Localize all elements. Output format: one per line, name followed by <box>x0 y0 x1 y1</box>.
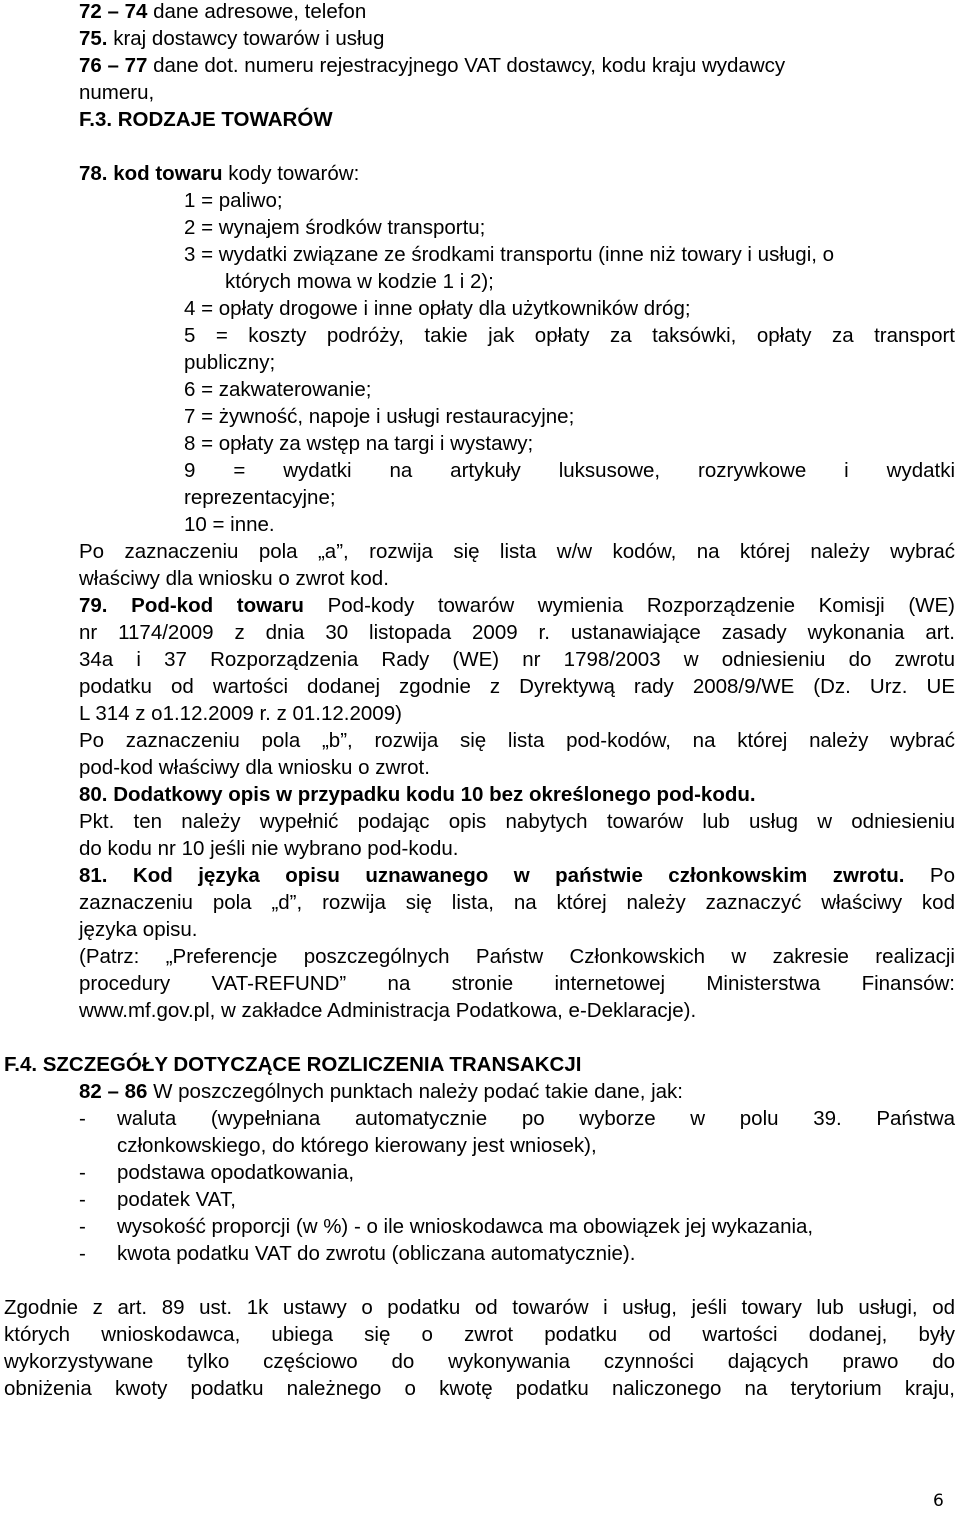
item-75: 75. kraj dostawcy towarów i usług <box>79 27 385 50</box>
bullet-dash: - <box>79 1215 86 1238</box>
closing-line: których wnioskodawca, ubiega się o zwrot podatku od wartości dodanej, były <box>4 1323 955 1346</box>
code-10: 10 = inne. <box>184 513 275 536</box>
list-item-cont: członkowskiego, do którego kierowany jest wniosek), <box>117 1134 597 1157</box>
list-item: wysokość proporcji (w %) - o ile wnioskodawca ma obowiązek jej wykazania, <box>117 1215 814 1238</box>
list-item: podstawa opodatkowania, <box>117 1161 355 1184</box>
item-79-note-cont: pod-kod właściwy dla wniosku o zwrot. <box>79 756 430 779</box>
section-f3-heading: F.3. RODZAJE TOWARÓW <box>79 108 333 131</box>
code-5: 5 = koszty podróży, takie jak opłaty za taksówki, opłaty za transport <box>184 324 955 347</box>
code-1: 1 = paliwo; <box>184 189 283 212</box>
bullet-dash: - <box>79 1188 86 1211</box>
item-72-74: 72 – 74 dane adresowe, telefon <box>79 0 367 23</box>
item-79-line: nr 1174/2009 z dnia 30 listopada 2009 r. ustanawiające zasady wykonania art. <box>79 621 955 644</box>
list-item: waluta (wypełniana automatycznie po wyborze w polu 39. Państwa <box>117 1107 955 1130</box>
item-81-line: zaznaczeniu pola „d”, rozwija się lista, na której należy zaznaczyć właściwy kod <box>79 891 955 914</box>
code-2: 2 = wynajem środków transportu; <box>184 216 486 239</box>
page-number: 6 <box>933 1491 944 1511</box>
bullet-dash: - <box>79 1161 86 1184</box>
item-78-note: Po zaznaczeniu pola „a”, rozwija się lista w/w kodów, na której należy wybrać <box>79 540 955 563</box>
item-79-line: 34a i 37 Rozporządzenia Rady (WE) nr 1798/2003 w odniesieniu do zwrotu <box>79 648 955 671</box>
list-item: podatek VAT, <box>117 1188 236 1211</box>
code-5-cont: publiczny; <box>184 351 276 374</box>
item-80-heading: 80. Dodatkowy opis w przypadku kodu 10 bez określonego pod-kodu. <box>79 783 756 806</box>
item-81-line: www.mf.gov.pl, w zakładce Administracja Podatkowa, e-Deklaracje). <box>79 999 697 1022</box>
code-4: 4 = opłaty drogowe i inne opłaty dla użytkowników dróg; <box>184 297 691 320</box>
item-81-line: procedury VAT-REFUND” na stronie internetowej Ministerstwa Finansów: <box>79 972 955 995</box>
item-81-line: (Patrz: „Preferencje poszczególnych Państw Członkowskich w zakresie realizacji <box>79 945 955 968</box>
item-80-line: do kodu nr 10 jeśli nie wybrano pod-kodu. <box>79 837 459 860</box>
code-3: 3 = wydatki związane ze środkami transportu (inne niż towary i usługi, o <box>184 243 835 266</box>
item-81-line: języka opisu. <box>79 918 198 941</box>
item-79-heading: 79. Pod-kod towaru Pod-kody towarów wymienia Rozporządzenie Komisji (WE) <box>79 594 955 617</box>
closing-line: wykorzystywane tylko częściowo do wykonywania czynności dających prawo do <box>4 1350 955 1373</box>
item-79-line: podatku od wartości dodanej zgodnie z Dyrektywą rady 2008/9/WE (Dz. Urz. UE <box>79 675 955 698</box>
item-79-line: L 314 z o1.12.2009 r. z 01.12.2009) <box>79 702 402 725</box>
code-9: 9 = wydatki na artykuły luksusowe, rozrywkowe i wydatki <box>184 459 955 482</box>
item-76-77-cont: numeru, <box>79 81 155 104</box>
item-80-line: Pkt. ten należy wypełnić podając opis nabytych towarów lub usług w odniesieniu <box>79 810 955 833</box>
code-8: 8 = opłaty za wstęp na targi i wystawy; <box>184 432 534 455</box>
item-76-77: 76 – 77 dane dot. numeru rejestracyjnego VAT dostawcy, kodu kraju wydawcy <box>79 54 786 77</box>
item-82-86-intro: 82 – 86 W poszczególnych punktach należy podać takie dane, jak: <box>79 1080 683 1103</box>
closing-line: obniżenia kwoty podatku należnego o kwotę podatku naliczonego na terytorium kraju, <box>4 1377 955 1400</box>
code-3-cont: których mowa w kodzie 1 i 2); <box>225 270 494 293</box>
item-81-heading: 81. Kod języka opisu uznawanego w państwie członkowskim zwrotu. Po <box>79 864 955 887</box>
code-6: 6 = zakwaterowanie; <box>184 378 372 401</box>
bullet-dash: - <box>79 1242 86 1265</box>
closing-line: Zgodnie z art. 89 ust. 1k ustawy o podatku od towarów i usług, jeśli towary lub usługi, od <box>4 1296 955 1319</box>
code-9-cont: reprezentacyjne; <box>184 486 336 509</box>
section-f4-heading: F.4. SZCZEGÓŁY DOTYCZĄCE ROZLICZENIA TRANSAKCJI <box>4 1053 582 1076</box>
code-7: 7 = żywność, napoje i usługi restauracyjne; <box>184 405 575 428</box>
list-item: kwota podatku VAT do zwrotu (obliczana automatycznie). <box>117 1242 636 1265</box>
bullet-dash: - <box>79 1107 86 1130</box>
item-78-note-cont: właściwy dla wniosku o zwrot kod. <box>79 567 389 590</box>
item-79-note: Po zaznaczeniu pola „b”, rozwija się lista pod-kodów, na której należy wybrać <box>79 729 955 752</box>
item-78-heading: 78. kod towaru kody towarów: <box>79 162 360 185</box>
